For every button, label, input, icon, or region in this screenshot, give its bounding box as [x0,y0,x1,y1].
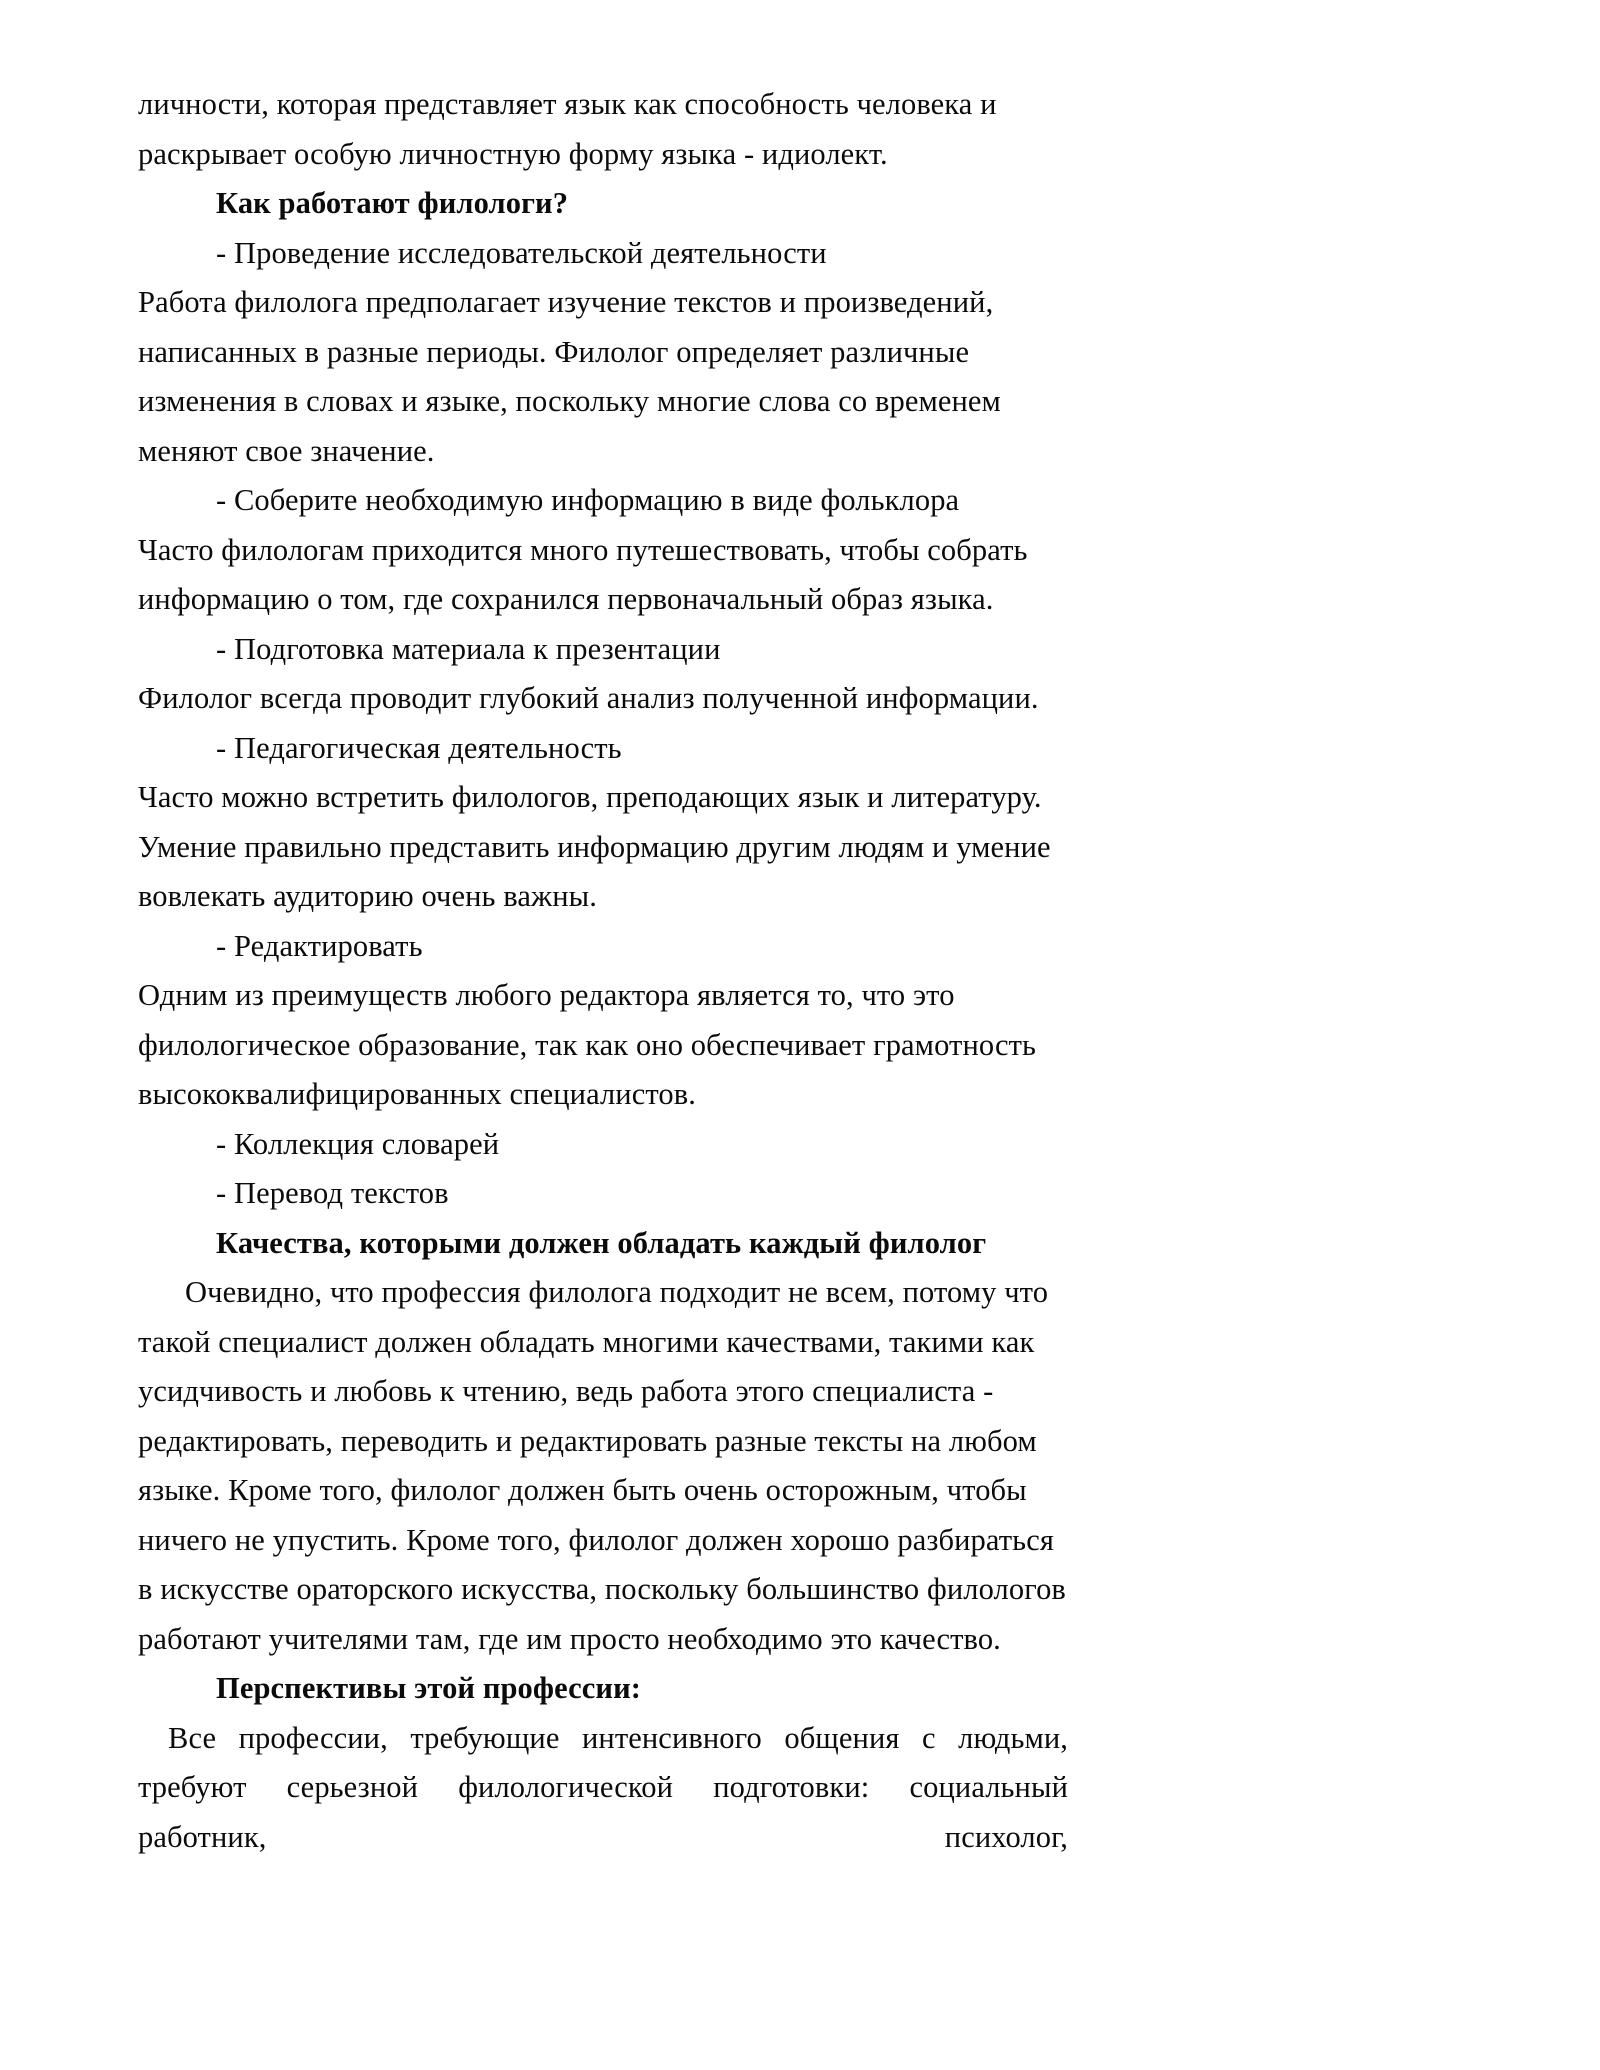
bullet-dictionaries: - Коллекция словарей [216,1126,500,1161]
paragraph-research: Работа филолога предполагает изучение текстов и произведений, написанных в разные периоды. Филолог определяет различные изменения в словах и языке, поскольку многие слова со временем меняют свое значение. [138,285,1001,468]
paragraph-continued: личности, которая представляет язык как способность человека и раскрывает особую личностную форму языка - идиолект. [138,87,997,171]
paragraph-presentation: Филолог всегда проводит глубокий анализ полученной информации. [138,681,1039,715]
bullet-pedagogy: - Педагогическая деятельность [216,730,622,765]
bullet-presentation: - Подготовка материала к презентации [216,631,721,666]
bullet-edit: - Редактировать [216,928,423,963]
paragraph-pedagogy: Часто можно встретить филологов, преподающих язык и литературу. Умение правильно представить информацию другим людям и умение вовлекать аудиторию очень важны. [138,780,1051,913]
heading-qualities: Качества, которыми должен обладать каждый филолог [216,1225,987,1260]
paragraph-edit: Одним из преимуществ любого редактора является то, что это филологическое образование, так как оно обеспечивает грамотность высококвалифицированных специалистов. [138,978,1037,1111]
document-text-column [138,80,1068,1862]
paragraph-qualities: Очевидно, что профессия филолога подходит не всем, потому что такой специалист должен обладать многими качествами, такими как усидчивость и любовь к чтению, ведь работа этого специалиста - редактировать, переводить и редактировать разные тексты на любом языке. Кроме того, филолог должен быть очень осторожным, чтобы ничего не упустить. Кроме того, филолог должен хорошо разбираться в искусстве ораторского искусства, поскольку большинство филологов работают учителями там, где им просто необходимо это качество. [138,1275,1066,1656]
heading-how-philologists-work: Как работают филологи? [216,186,569,220]
paragraph-folklore: Часто филологам приходится много путешествовать, чтобы собрать информацию о том, где сохранился первоначальный образ языка. [138,532,1028,616]
bullet-translation: - Перевод текстов [216,1176,449,1210]
bullet-folklore: - Соберите необходимую информацию в виде фольклора [216,483,960,517]
bullet-research: - Проведение исследовательской деятельности [216,235,827,270]
paragraph-prospects: Все профессии, требующие интенсивного общения с людьми, требуют серьезной филологической подготовки: социальный работник, психолог, [138,1720,1068,1854]
heading-prospects: Перспективы этой профессии: [216,1671,641,1705]
